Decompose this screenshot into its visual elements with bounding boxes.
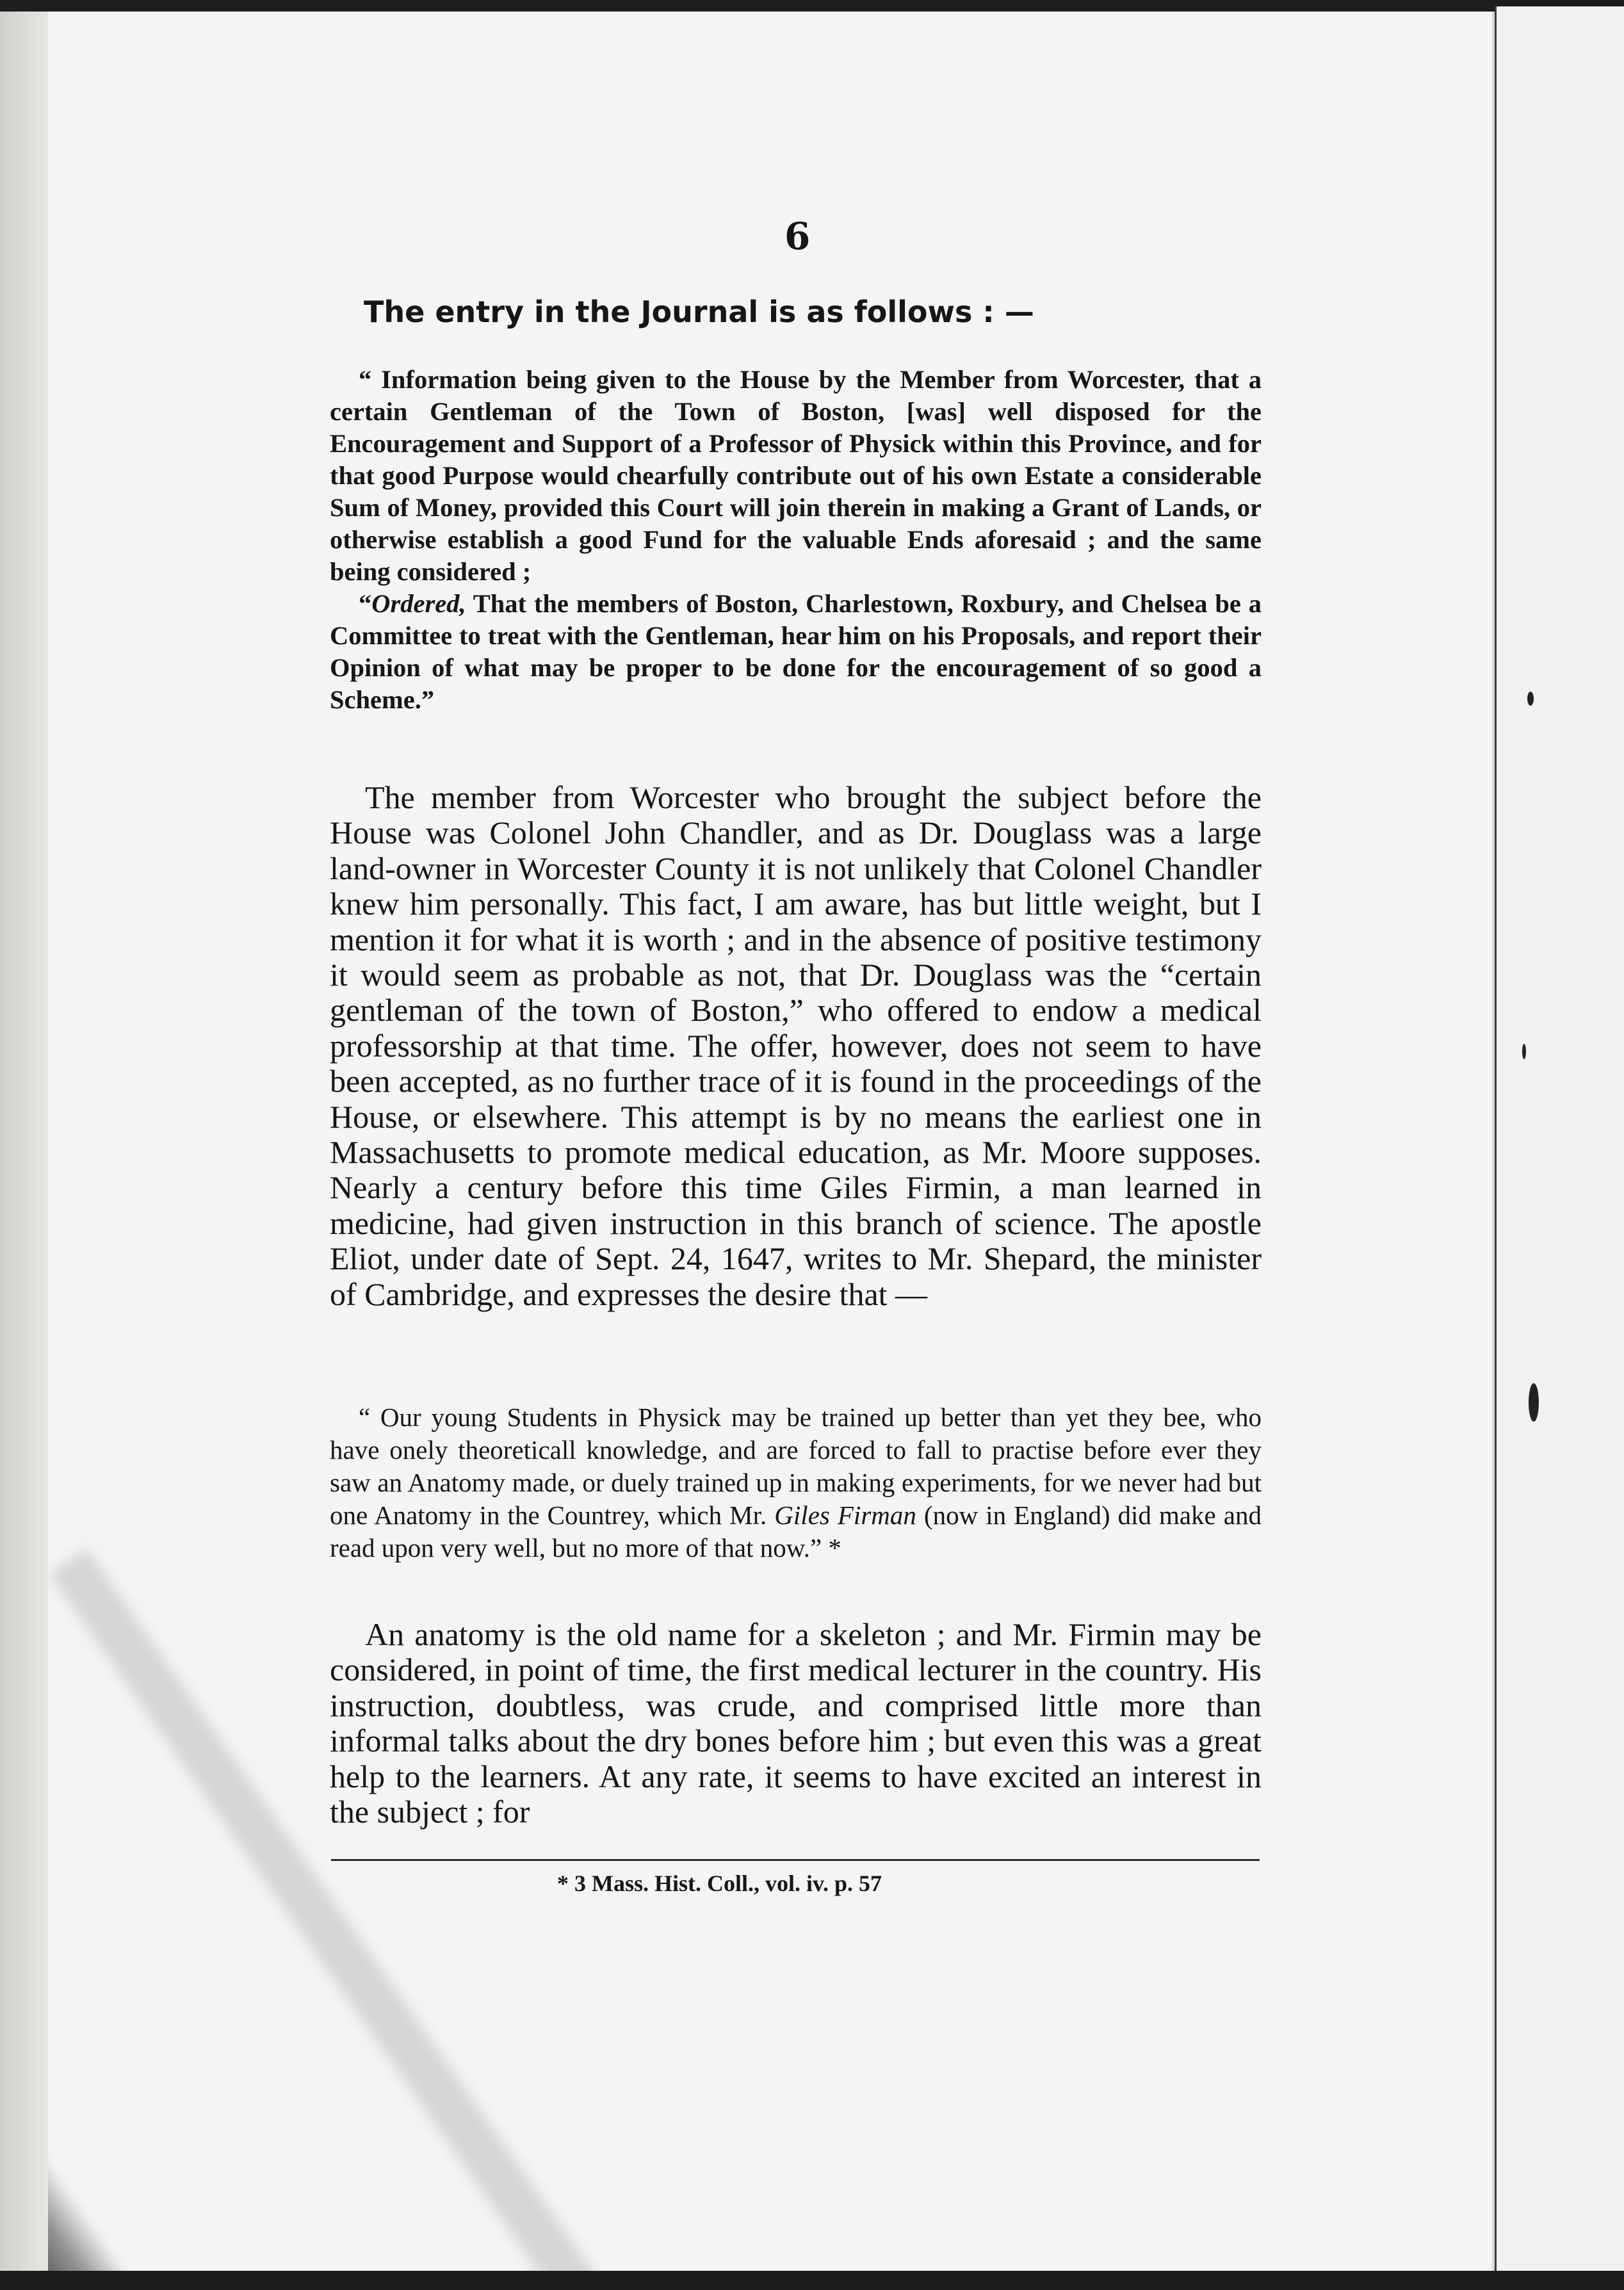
journal-quote-para2-text: That the members of Boston, Charlestown, Roxbury, and Chelsea be a Committee to treat with the Gentleman, hear him on his Proposals, and report their Opinion of what may be proper to be done for the encouragement of so good a Scheme.” bbox=[330, 589, 1262, 714]
journal-quote-para1: “ Information being given to the House by the Member from Worcester, that a certain Gentleman of the Town of Boston, [was] well disposed for the Encouragement and Support of a Professor of Physick within this Province, and for that good Purpose would chearfully contribute out of his own Estate a considerable Sum of Money, provided this Court will join therein in making a Grant of Lands, or otherwise establish a good Fund for the valuable Ends aforesaid ; and the same being considered ; bbox=[330, 365, 1262, 586]
bottom-scan-edge bbox=[0, 2271, 1624, 2290]
journal-quote bbox=[330, 364, 1262, 716]
left-scan-edge bbox=[0, 0, 48, 2290]
adjacent-page-strip bbox=[1495, 6, 1624, 2280]
scan-speck bbox=[1522, 1044, 1526, 1059]
body-paragraph-1 bbox=[330, 780, 1262, 1312]
body-paragraph-1-text: The member from Worcester who brought the subject before the House was Colonel John Chandler, and as Dr. Douglass was a large land-owner in Worcester County it is not unlikely that Colonel Chandler knew him personally. This fact, I am aware, has but little weight, but I mention it for what it is worth ; and in the absence of positive testimony it would seem as probable as not, that Dr. Douglass was the “certain gentleman of the town of Boston,” who offered to endow a medical professorship at that time. The offer, however, does not seem to have been accepted, as no further trace of it is found in the proceedings of the House, or elsewhere. This attempt is by no means the earliest one in Massachusetts to promote medical education, as Mr. Moore supposes. Nearly a century before this time Giles Firmin, a man learned in medicine, had given instruction in this branch of science. The apostle Eliot, under date of Sept. 24, 1647, writes to Mr. Shepard, the minister of Cambridge, and expresses the desire that — bbox=[330, 779, 1262, 1312]
body-paragraph-2-text: An anatomy is the old name for a skeleton ; and Mr. Firmin may be considered, in point of time, the first medical lecturer in the country. His instruction, doubtless, was crude, and comprised little more than informal talks about the dry bones before him ; but even this was a great help to the learners. At any rate, it seems to have excited an interest in the subject ; for bbox=[330, 1616, 1262, 1830]
eliot-quote-before: “ Our young Students in Physick may be trained up better than yet they bee, who have onely theoreticall knowledge, and are forced to fall to practise before ever they saw an Anatomy made, or duely trained up in making experiments, for we never had but one Anatomy in the Countrey, which Mr. bbox=[330, 1402, 1262, 1530]
journal-quote-para2 bbox=[330, 588, 1262, 716]
footnote-rule bbox=[331, 1859, 1260, 1861]
quote-open-mark: “ bbox=[359, 589, 372, 618]
scan-speck bbox=[1529, 1383, 1539, 1422]
top-scan-edge bbox=[0, 0, 1624, 12]
ordered-word: Ordered, bbox=[371, 589, 466, 618]
scan-speck bbox=[1527, 692, 1534, 706]
lead-line: The entry in the Journal is as follows : — bbox=[364, 295, 1034, 329]
page-number: 6 bbox=[784, 215, 811, 258]
eliot-quote bbox=[330, 1401, 1262, 1564]
footnote: * 3 Mass. Hist. Coll., vol. iv. p. 57 bbox=[557, 1871, 882, 1896]
eliot-quote-after: (now in England) did make and read upon very well, but no more of that now.” * bbox=[330, 1500, 1262, 1563]
body-paragraph-2 bbox=[330, 1617, 1262, 1830]
eliot-quote-name: Giles Firman bbox=[774, 1500, 916, 1530]
eliot-quote-text bbox=[330, 1401, 1262, 1564]
